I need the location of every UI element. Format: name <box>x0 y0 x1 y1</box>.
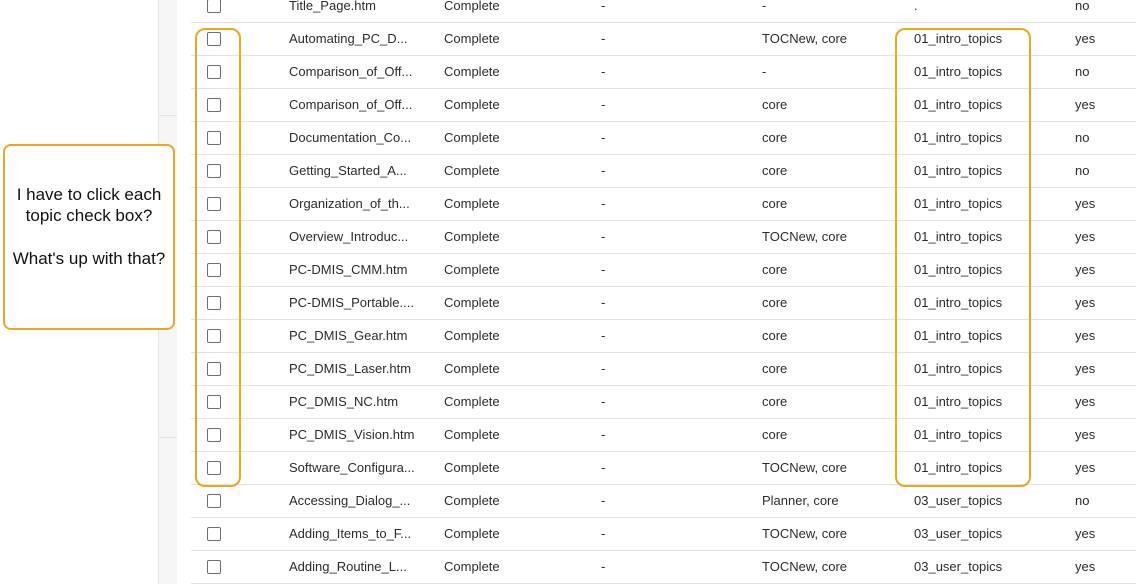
topic-status: Complete <box>444 31 500 46</box>
topic-conditions: TOCNew, core <box>762 526 848 541</box>
topic-name[interactable]: Documentation_Co... <box>289 130 412 145</box>
topic-flag: yes <box>1075 97 1096 112</box>
topic-placeholder: - <box>601 361 606 376</box>
topic-placeholder: - <box>601 163 606 178</box>
topic-flag: yes <box>1075 196 1096 211</box>
topic-placeholder: - <box>601 394 606 409</box>
row-checkbox[interactable] <box>207 461 221 475</box>
row-checkbox[interactable] <box>207 494 221 508</box>
topic-folder: 01_intro_topics <box>914 31 1003 46</box>
topic-flag: no <box>1075 0 1090 13</box>
topic-name[interactable]: PC_DMIS_Laser.htm <box>289 361 412 376</box>
topic-folder: 01_intro_topics <box>914 97 1003 112</box>
topic-status: Complete <box>444 163 500 178</box>
row-checkbox[interactable] <box>207 32 221 46</box>
topic-folder: 01_intro_topics <box>914 262 1003 277</box>
topic-folder: 01_intro_topics <box>914 295 1003 310</box>
topic-placeholder: - <box>601 64 606 79</box>
topic-placeholder: - <box>601 229 606 244</box>
topic-folder: 01_intro_topics <box>914 328 1003 343</box>
topic-flag: yes <box>1075 31 1096 46</box>
topic-flag: yes <box>1075 559 1096 574</box>
table-row[interactable] <box>191 254 1136 287</box>
row-checkbox[interactable] <box>207 560 221 574</box>
topic-placeholder: - <box>601 460 606 475</box>
topic-conditions: - <box>762 64 767 79</box>
topic-placeholder: - <box>601 295 606 310</box>
topic-status: Complete <box>444 394 500 409</box>
table-row[interactable] <box>191 452 1136 485</box>
callout-question: I have to click each topic check box? <box>16 185 162 225</box>
topic-conditions: core <box>762 295 788 310</box>
topic-status: Complete <box>444 460 500 475</box>
topic-status: Complete <box>444 0 500 13</box>
topic-conditions: Planner, core <box>762 493 839 508</box>
topic-name[interactable]: Comparison_of_Off... <box>289 97 413 112</box>
topic-name[interactable]: Getting_Started_A... <box>289 163 407 178</box>
topic-flag: yes <box>1075 361 1096 376</box>
topic-folder: 03_user_topics <box>914 559 1003 574</box>
topic-conditions: core <box>762 394 788 409</box>
table-row[interactable] <box>191 56 1136 89</box>
table-row[interactable] <box>191 551 1136 584</box>
topic-conditions: core <box>762 130 788 145</box>
topic-flag: yes <box>1075 394 1096 409</box>
row-checkbox[interactable] <box>207 395 221 409</box>
topic-folder: 03_user_topics <box>914 526 1003 541</box>
topic-status: Complete <box>444 328 500 343</box>
callout-comment: What's up with that? <box>12 249 166 268</box>
table-row[interactable] <box>191 23 1136 56</box>
topic-conditions: core <box>762 97 788 112</box>
topic-name[interactable]: PC-DMIS_CMM.htm <box>289 262 408 277</box>
topic-flag: no <box>1075 64 1090 79</box>
topic-placeholder: - <box>601 526 606 541</box>
topic-folder: 01_intro_topics <box>914 130 1003 145</box>
table-row[interactable] <box>191 320 1136 353</box>
topic-name[interactable]: Accessing_Dialog_... <box>289 493 411 508</box>
topic-folder: 01_intro_topics <box>914 427 1003 442</box>
topic-folder: 01_intro_topics <box>914 361 1003 376</box>
topic-status: Complete <box>444 196 500 211</box>
topic-name[interactable]: Adding_Routine_L... <box>289 559 407 574</box>
topic-flag: yes <box>1075 526 1096 541</box>
strip-divider <box>159 437 177 438</box>
table-row[interactable] <box>191 353 1136 386</box>
table-row[interactable] <box>191 122 1136 155</box>
row-checkbox[interactable] <box>207 296 221 310</box>
topic-folder: 01_intro_topics <box>914 163 1003 178</box>
topic-placeholder: - <box>601 559 606 574</box>
topic-flag: yes <box>1075 262 1096 277</box>
topic-name[interactable]: PC_DMIS_Vision.htm <box>289 427 415 442</box>
topic-conditions: core <box>762 427 788 442</box>
topic-status: Complete <box>444 295 500 310</box>
strip-divider <box>159 115 177 116</box>
topic-status: Complete <box>444 559 500 574</box>
table-row[interactable] <box>191 287 1136 320</box>
topic-placeholder: - <box>601 97 606 112</box>
topic-folder: 01_intro_topics <box>914 229 1003 244</box>
topic-status: Complete <box>444 526 500 541</box>
topic-conditions: TOCNew, core <box>762 559 848 574</box>
row-checkbox[interactable] <box>207 65 221 79</box>
topic-flag: yes <box>1075 229 1096 244</box>
topic-placeholder: - <box>601 31 606 46</box>
topic-name[interactable]: PC_DMIS_Gear.htm <box>289 328 408 343</box>
table-row[interactable] <box>191 89 1136 122</box>
topic-name[interactable]: Title_Page.htm <box>289 0 376 13</box>
annotation-callout <box>3 144 175 330</box>
topic-conditions: core <box>762 328 788 343</box>
topic-status: Complete <box>444 64 500 79</box>
table-row[interactable] <box>191 0 1136 23</box>
topic-name[interactable]: Software_Configura... <box>289 460 415 475</box>
row-checkbox[interactable] <box>207 164 221 178</box>
topic-folder: 01_intro_topics <box>914 196 1003 211</box>
row-checkbox[interactable] <box>207 263 221 277</box>
topic-folder: 01_intro_topics <box>914 460 1003 475</box>
table-row[interactable] <box>191 188 1136 221</box>
topic-status: Complete <box>444 361 500 376</box>
topic-placeholder: - <box>601 196 606 211</box>
row-checkbox[interactable] <box>207 428 221 442</box>
topic-name[interactable]: PC-DMIS_Portable.... <box>289 295 414 310</box>
topic-conditions: - <box>762 0 767 13</box>
row-checkbox[interactable] <box>207 131 221 145</box>
topic-conditions: core <box>762 196 788 211</box>
row-checkbox[interactable] <box>207 362 221 376</box>
topics-table <box>191 0 1136 584</box>
topic-name[interactable]: Automating_PC_D... <box>289 31 408 46</box>
topic-status: Complete <box>444 493 500 508</box>
topic-conditions: TOCNew, core <box>762 229 848 244</box>
table-row[interactable] <box>191 419 1136 452</box>
topic-conditions: core <box>762 262 788 277</box>
row-checkbox[interactable] <box>207 527 221 541</box>
topic-flag: yes <box>1075 328 1096 343</box>
topic-placeholder: - <box>601 262 606 277</box>
topic-conditions: TOCNew, core <box>762 31 848 46</box>
topic-status: Complete <box>444 229 500 244</box>
row-checkbox[interactable] <box>207 329 221 343</box>
topic-folder: 01_intro_topics <box>914 394 1003 409</box>
topic-folder: 03_user_topics <box>914 493 1003 508</box>
topic-status: Complete <box>444 262 500 277</box>
topic-conditions: TOCNew, core <box>762 460 848 475</box>
topic-name[interactable]: Organization_of_th... <box>289 196 410 211</box>
topic-name[interactable]: Adding_Items_to_F... <box>289 526 412 541</box>
topic-flag: no <box>1075 130 1090 145</box>
topic-placeholder: - <box>601 0 606 13</box>
row-checkbox[interactable] <box>207 0 221 13</box>
row-checkbox[interactable] <box>207 197 221 211</box>
topic-name[interactable]: PC_DMIS_NC.htm <box>289 394 399 409</box>
row-checkbox[interactable] <box>207 98 221 112</box>
topic-placeholder: - <box>601 130 606 145</box>
table-row[interactable] <box>191 155 1136 188</box>
topic-placeholder: - <box>601 328 606 343</box>
topic-flag: no <box>1075 493 1090 508</box>
topic-flag: no <box>1075 163 1090 178</box>
row-checkbox[interactable] <box>207 230 221 244</box>
topic-placeholder: - <box>601 493 606 508</box>
topic-placeholder: - <box>601 427 606 442</box>
topic-name[interactable]: Overview_Introduc... <box>289 229 409 244</box>
topic-folder: . <box>914 0 918 13</box>
table-row[interactable] <box>191 221 1136 254</box>
topic-flag: yes <box>1075 295 1096 310</box>
topic-name[interactable]: Comparison_of_Off... <box>289 64 413 79</box>
table-row[interactable] <box>191 386 1136 419</box>
table-row[interactable] <box>191 485 1136 518</box>
topic-flag: yes <box>1075 460 1096 475</box>
topic-conditions: core <box>762 163 788 178</box>
topic-folder: 01_intro_topics <box>914 64 1003 79</box>
table-row[interactable] <box>191 518 1136 551</box>
topic-status: Complete <box>444 130 500 145</box>
topic-conditions: core <box>762 361 788 376</box>
topic-status: Complete <box>444 97 500 112</box>
topic-status: Complete <box>444 427 500 442</box>
topic-flag: yes <box>1075 427 1096 442</box>
